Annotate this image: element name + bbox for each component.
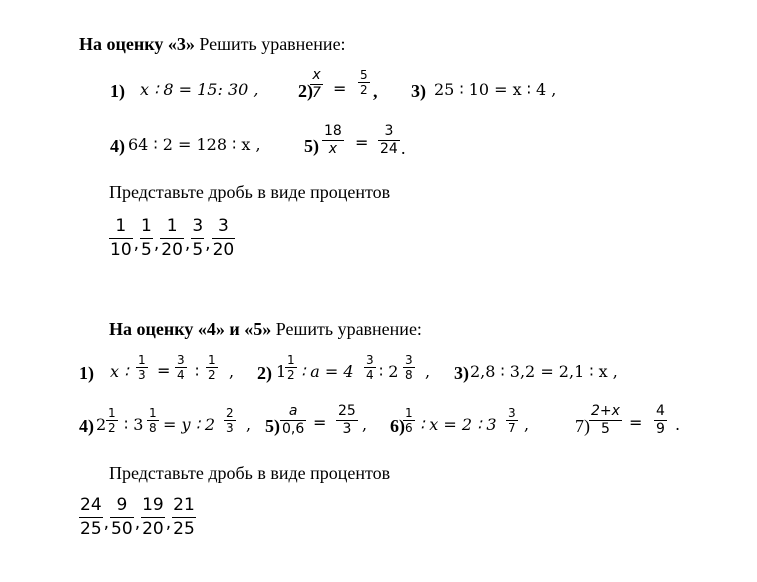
fraction-numerator: 19 <box>141 496 165 518</box>
comma: , <box>205 234 211 255</box>
eq-number: 6) <box>390 416 405 436</box>
equals-sign: = <box>629 413 643 432</box>
fraction-denominator: 10 <box>110 239 132 260</box>
fraction <box>654 403 667 438</box>
fraction-numerator: 1 <box>109 217 133 239</box>
fraction-numerator: 2 <box>226 406 234 420</box>
eq-number: 4) <box>79 416 94 436</box>
eq-number: 3) <box>411 81 426 101</box>
fraction <box>106 406 118 436</box>
fraction-denominator: 25 <box>80 518 102 539</box>
period: . <box>675 415 681 434</box>
fraction-numerator: 3 <box>191 217 204 239</box>
fraction <box>506 406 518 436</box>
heading-grade-4-5 <box>109 318 422 340</box>
comma: , <box>184 234 191 255</box>
period: . <box>401 138 406 158</box>
fraction-numerator: 1 <box>140 217 153 239</box>
fraction-numerator: x <box>310 67 323 85</box>
fraction-denominator: 3 <box>226 421 234 436</box>
fraction-denominator: 20 <box>212 239 235 260</box>
equals-sign: = <box>157 361 171 380</box>
fraction-numerator: 1 <box>405 406 413 420</box>
comma: , <box>229 362 235 381</box>
mixed-number-whole: 1 <box>276 362 287 381</box>
fraction <box>212 217 236 259</box>
fraction <box>285 353 297 383</box>
comma: , <box>133 234 140 255</box>
fraction-denominator: x <box>328 140 338 157</box>
fraction-numerator: 3 <box>177 353 185 367</box>
fraction-numerator: 3 <box>212 217 236 239</box>
fraction-numerator: 4 <box>656 403 665 419</box>
eq-number: 3) <box>454 363 469 383</box>
fraction <box>403 406 415 436</box>
eq-number: 1) <box>79 363 94 383</box>
fraction-denominator: 8 <box>149 421 157 436</box>
fraction-numerator: 5 <box>360 68 368 82</box>
fraction <box>140 217 153 259</box>
fraction-denominator: 20 <box>161 239 183 260</box>
fraction <box>364 353 376 383</box>
fraction <box>172 496 196 538</box>
fraction-numerator: 1 <box>287 353 295 367</box>
fraction-numerator: 18 <box>324 123 342 139</box>
fraction-numerator: 3 <box>508 406 516 420</box>
fraction-denominator: 25 <box>173 518 195 539</box>
equation-text: ∶ x = 2 ∶ 3 <box>420 415 497 434</box>
equation-text: ∶ 2 <box>379 362 399 381</box>
fraction-denominator: 7 <box>312 84 321 101</box>
comma: , <box>134 513 141 534</box>
heading-grade-4-5-bold: На оценку «4» и «5» <box>109 319 272 339</box>
fraction <box>403 353 415 383</box>
fraction-numerator: 24 <box>79 496 103 518</box>
fraction-numerator: 25 <box>338 403 356 419</box>
comma: , <box>524 415 530 434</box>
fraction <box>160 217 184 259</box>
equation-text: = y ∶ 2 <box>163 415 216 434</box>
ratio-sign: ∶ <box>195 362 200 381</box>
fraction-numerator: 3 <box>405 353 413 367</box>
heading-grade-3-rest: Решить уравнение: <box>194 34 346 54</box>
comma: , <box>165 513 172 534</box>
fraction-numerator: 21 <box>172 496 196 518</box>
comma: , <box>103 513 110 534</box>
fraction <box>136 353 148 383</box>
equals-sign: = <box>313 413 327 432</box>
comma: , <box>425 362 431 381</box>
fraction-numerator: 3 <box>366 353 374 367</box>
fraction-denominator: 2 <box>108 421 116 436</box>
eq-number: 4) <box>110 136 125 156</box>
heading-grade-4-5-rest: Решить уравнение: <box>271 319 422 339</box>
fraction <box>191 217 204 259</box>
fraction-numerator: 9 <box>110 496 134 518</box>
fraction-denominator: 5 <box>601 420 610 437</box>
equation-text: ∶ 3 <box>124 415 144 434</box>
fraction-row <box>79 496 196 538</box>
fraction-numerator: 1 <box>160 217 184 239</box>
fraction-numerator: 1 <box>208 353 216 367</box>
heading-grade-3 <box>79 33 346 55</box>
equation-4: 64 ∶ 2 = 128 ∶ x , <box>128 135 261 154</box>
fraction <box>322 123 344 158</box>
fraction-numerator: 1 <box>108 406 116 420</box>
fraction-denominator: 6 <box>405 421 413 436</box>
fraction-denominator: 50 <box>111 518 133 539</box>
fraction <box>224 406 236 436</box>
fraction <box>79 496 103 538</box>
fraction <box>141 496 165 538</box>
fraction-denominator: 2 <box>208 368 216 383</box>
fraction <box>378 123 400 158</box>
comma: , <box>153 234 160 255</box>
fraction-denominator: 20 <box>142 518 164 539</box>
fraction <box>336 403 358 438</box>
fraction-denominator: 2 <box>360 83 368 98</box>
fraction <box>280 403 306 438</box>
fraction-numerator: 1 <box>149 406 157 420</box>
fraction-denominator: 3 <box>342 420 352 437</box>
fraction <box>358 68 370 98</box>
comma: , <box>246 415 252 434</box>
fraction-denominator: 24 <box>380 140 398 157</box>
fraction <box>310 67 323 102</box>
fraction-denominator: 9 <box>656 420 665 437</box>
comma: , <box>362 415 368 434</box>
fraction-denominator: 4 <box>366 368 374 383</box>
fraction-denominator: 5 <box>192 239 204 260</box>
eq-number: 7) <box>575 416 590 436</box>
fraction-denominator: 3 <box>138 368 146 383</box>
fraction-denominator: 8 <box>405 368 413 383</box>
fraction-numerator: 2+x <box>591 403 620 419</box>
equation-3: 25 ∶ 10 = x ∶ 4 , <box>434 80 557 99</box>
eq-number: 1) <box>110 81 125 101</box>
eq-number: 2) <box>257 363 272 383</box>
fraction-row <box>109 217 235 259</box>
eq-number: 5) <box>304 136 319 156</box>
fraction <box>147 406 159 436</box>
eq-number: 5) <box>265 416 280 436</box>
percent-task-label: Представьте дробь в виде процентов <box>109 182 391 202</box>
equals-sign: = <box>333 79 347 98</box>
fraction-numerator: a <box>280 403 306 421</box>
fraction-numerator: 3 <box>378 123 400 141</box>
fraction-numerator: 1 <box>138 353 146 367</box>
eq-number: 2) <box>298 81 313 101</box>
equation-1: x ∶ 8 = 15: 30 , <box>140 80 259 99</box>
fraction <box>589 403 622 438</box>
fraction <box>175 353 187 383</box>
fraction-denominator: 0,6 <box>282 420 305 437</box>
comma: , <box>373 81 378 101</box>
fraction <box>206 353 218 383</box>
fraction-denominator: 4 <box>177 368 185 383</box>
percent-task-label: Представьте дробь в виде процентов <box>109 463 391 483</box>
fraction <box>110 496 134 538</box>
mixed-number-whole: 2 <box>96 415 107 434</box>
heading-grade-3-bold: На оценку «3» <box>79 34 195 54</box>
equation-text: x ∶ <box>110 362 129 381</box>
fraction <box>109 217 133 259</box>
fraction-denominator: 2 <box>287 368 295 383</box>
equation-text: ∶ a = 4 <box>301 362 354 381</box>
equals-sign: = <box>355 133 369 152</box>
fraction-denominator: 7 <box>508 421 516 436</box>
fraction-denominator: 5 <box>141 239 152 260</box>
equation-text: 2,8 ∶ 3,2 = 2,1 ∶ x , <box>470 362 618 381</box>
